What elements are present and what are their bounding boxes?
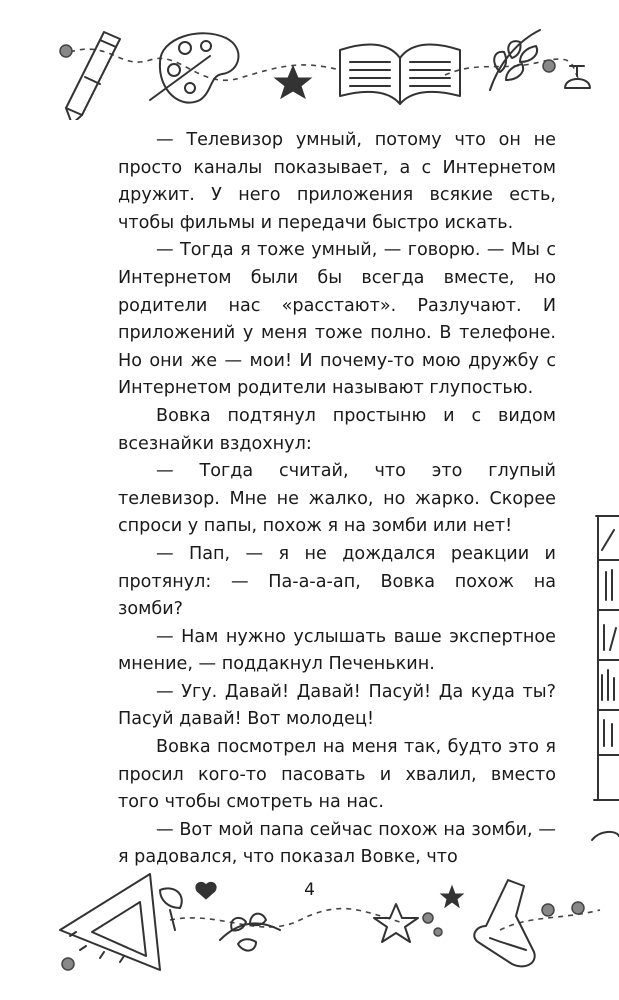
paragraph: — Вот мой папа сейчас похож на зомби, — я радовался, что показал Вовке, что [118, 819, 556, 868]
footer-decoration [0, 860, 619, 1000]
leaf-icon [220, 914, 280, 951]
bookshelf-sketch [590, 510, 619, 870]
pencil-icon [66, 32, 120, 120]
dot-icon [543, 60, 555, 72]
paragraph: Вовка посмотрел на меня так, будто это я просил кого-то пасовать и хвалил, вместо того чтобы смотреть на нас. [118, 737, 556, 813]
flask-icon [474, 880, 534, 966]
heart-icon [196, 882, 216, 899]
paragraph: — Тогда считай, что это глупый телевизор. Мне не жалко, но жарко. Скорее спроси у папы, похож я на зомби или нет! [118, 461, 556, 537]
story-text [118, 127, 556, 872]
leaf-icon [160, 888, 182, 930]
dot-icon [423, 913, 442, 936]
star-icon [275, 66, 311, 98]
triangle-ruler-icon [60, 874, 160, 970]
star-icon [441, 886, 463, 907]
paragraph: — Пап, — я не дождался реакции и протянул: — Па-а-а-ап, Вовка похож на зомби? [118, 543, 556, 620]
bookshelf-icon [592, 516, 619, 840]
palette-icon [150, 33, 238, 102]
leaf-icon [490, 30, 540, 90]
open-book-icon [340, 44, 460, 104]
dot-icon [62, 958, 74, 970]
star-icon [374, 904, 418, 942]
page-number: 4 [304, 880, 315, 900]
paragraph: — Телевизор умный, потому что он не просто каналы показывает, а с Интернетом дружит. У него приложения всякие есть, чтобы фильмы и передачи быстро искать. [118, 130, 556, 233]
paragraph: — Угу. Давай! Давай! Пасуй! Да куда ты? Пасуй давай! Вот молодец! [118, 681, 556, 730]
dot-icon [60, 45, 72, 57]
paragraph: — Нам нужно услышать ваше экспертное мнение, — поддакнул Печенькин. [118, 626, 556, 675]
dot-icon [542, 902, 584, 916]
paragraph: — Тогда я тоже умный, — говорю. — Мы с Интернетом были бы всегда вместе, но родители нас «расстают». Разлучают. И приложений у меня тоже полно. В телефоне. Но они же — мои! И почему-то мою дружбу с Интернетом родители называют глупостью. [118, 240, 556, 399]
paragraph: Вовка подтянул простыню и с видом всезнайки вздохнул: [118, 405, 556, 454]
header-decoration [0, 0, 619, 120]
